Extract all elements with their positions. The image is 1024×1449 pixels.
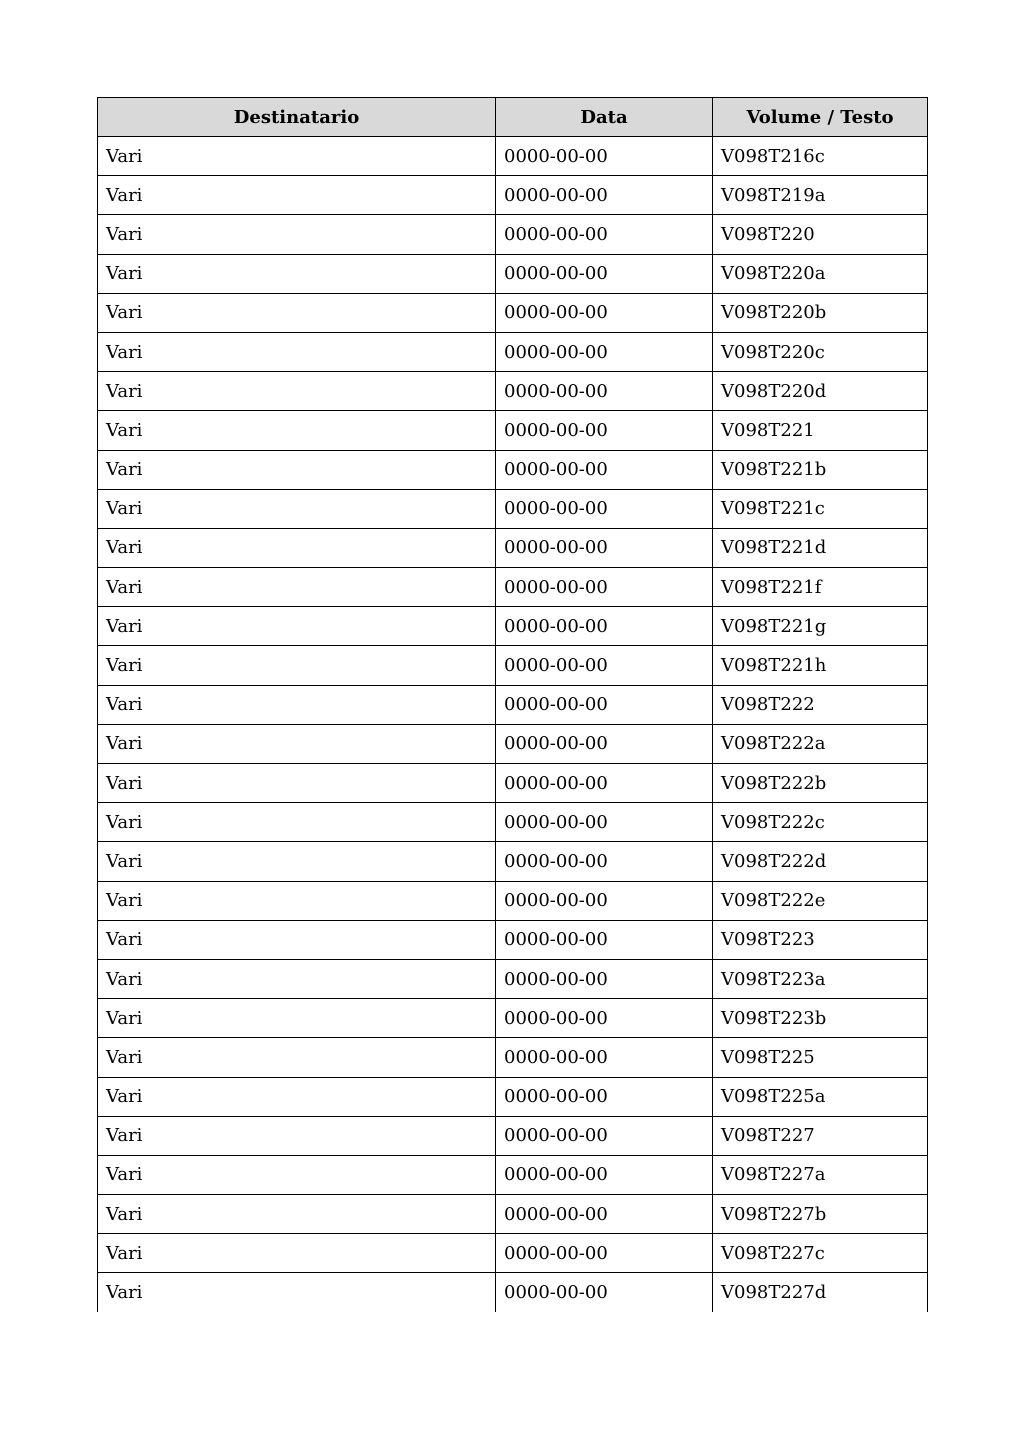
cell-volume-testo: V098T223b bbox=[713, 999, 928, 1038]
cell-data: 0000-00-00 bbox=[496, 959, 713, 998]
cell-data: 0000-00-00 bbox=[496, 450, 713, 489]
cell-volume-testo: V098T219a bbox=[713, 176, 928, 215]
table-row bbox=[98, 215, 928, 254]
cell-data: 0000-00-00 bbox=[496, 568, 713, 607]
cell-destinatario: Vari bbox=[98, 137, 496, 176]
cell-destinatario: Vari bbox=[98, 332, 496, 371]
cell-volume-testo: V098T221f bbox=[713, 568, 928, 607]
cell-destinatario: Vari bbox=[98, 450, 496, 489]
cell-volume-testo: V098T221h bbox=[713, 646, 928, 685]
cell-destinatario: Vari bbox=[98, 920, 496, 959]
cell-destinatario: Vari bbox=[98, 528, 496, 567]
table-row bbox=[98, 1195, 928, 1234]
table-row bbox=[98, 764, 928, 803]
table-row bbox=[98, 1273, 928, 1312]
cell-volume-testo: V098T227d bbox=[713, 1273, 928, 1312]
table-row bbox=[98, 254, 928, 293]
cell-destinatario: Vari bbox=[98, 724, 496, 763]
cell-destinatario: Vari bbox=[98, 568, 496, 607]
cell-volume-testo: V098T221d bbox=[713, 528, 928, 567]
cell-destinatario: Vari bbox=[98, 1273, 496, 1312]
cell-volume-testo: V098T222c bbox=[713, 803, 928, 842]
table-row bbox=[98, 685, 928, 724]
cell-destinatario: Vari bbox=[98, 1155, 496, 1194]
cell-volume-testo: V098T221c bbox=[713, 489, 928, 528]
cell-volume-testo: V098T220 bbox=[713, 215, 928, 254]
cell-destinatario: Vari bbox=[98, 881, 496, 920]
table-row bbox=[98, 411, 928, 450]
cell-data: 0000-00-00 bbox=[496, 215, 713, 254]
cell-data: 0000-00-00 bbox=[496, 685, 713, 724]
cell-data: 0000-00-00 bbox=[496, 372, 713, 411]
cell-destinatario: Vari bbox=[98, 685, 496, 724]
cell-data: 0000-00-00 bbox=[496, 842, 713, 881]
cell-data: 0000-00-00 bbox=[496, 1155, 713, 1194]
cell-destinatario: Vari bbox=[98, 372, 496, 411]
cell-destinatario: Vari bbox=[98, 1077, 496, 1116]
cell-data: 0000-00-00 bbox=[496, 881, 713, 920]
header-destinatario: Destinatario bbox=[98, 98, 496, 137]
cell-data: 0000-00-00 bbox=[496, 999, 713, 1038]
table-row bbox=[98, 176, 928, 215]
cell-volume-testo: V098T222d bbox=[713, 842, 928, 881]
table-header bbox=[98, 98, 928, 137]
cell-data: 0000-00-00 bbox=[496, 764, 713, 803]
cell-volume-testo: V098T220a bbox=[713, 254, 928, 293]
cell-data: 0000-00-00 bbox=[496, 646, 713, 685]
cell-destinatario: Vari bbox=[98, 1234, 496, 1273]
cell-volume-testo: V098T225 bbox=[713, 1038, 928, 1077]
cell-data: 0000-00-00 bbox=[496, 607, 713, 646]
cell-volume-testo: V098T227a bbox=[713, 1155, 928, 1194]
records-table bbox=[97, 97, 928, 1312]
header-row bbox=[98, 98, 928, 137]
cell-data: 0000-00-00 bbox=[496, 1234, 713, 1273]
cell-volume-testo: V098T227b bbox=[713, 1195, 928, 1234]
cell-volume-testo: V098T223a bbox=[713, 959, 928, 998]
table-body bbox=[98, 137, 928, 1313]
cell-data: 0000-00-00 bbox=[496, 489, 713, 528]
table-row bbox=[98, 137, 928, 176]
cell-data: 0000-00-00 bbox=[496, 1038, 713, 1077]
cell-data: 0000-00-00 bbox=[496, 724, 713, 763]
cell-data: 0000-00-00 bbox=[496, 1116, 713, 1155]
cell-volume-testo: V098T222 bbox=[713, 685, 928, 724]
table-row bbox=[98, 803, 928, 842]
cell-destinatario: Vari bbox=[98, 1038, 496, 1077]
table-row bbox=[98, 332, 928, 371]
table-row bbox=[98, 1155, 928, 1194]
table-row bbox=[98, 528, 928, 567]
table-row bbox=[98, 1116, 928, 1155]
cell-destinatario: Vari bbox=[98, 411, 496, 450]
cell-volume-testo: V098T221 bbox=[713, 411, 928, 450]
cell-volume-testo: V098T222a bbox=[713, 724, 928, 763]
cell-data: 0000-00-00 bbox=[496, 332, 713, 371]
table-row bbox=[98, 842, 928, 881]
cell-volume-testo: V098T225a bbox=[713, 1077, 928, 1116]
cell-volume-testo: V098T221b bbox=[713, 450, 928, 489]
cell-destinatario: Vari bbox=[98, 607, 496, 646]
cell-destinatario: Vari bbox=[98, 176, 496, 215]
cell-destinatario: Vari bbox=[98, 215, 496, 254]
cell-destinatario: Vari bbox=[98, 842, 496, 881]
cell-volume-testo: V098T216c bbox=[713, 137, 928, 176]
cell-data: 0000-00-00 bbox=[496, 528, 713, 567]
header-data: Data bbox=[496, 98, 713, 137]
table-row bbox=[98, 1077, 928, 1116]
cell-data: 0000-00-00 bbox=[496, 254, 713, 293]
cell-data: 0000-00-00 bbox=[496, 803, 713, 842]
table-row bbox=[98, 607, 928, 646]
table-row bbox=[98, 450, 928, 489]
cell-volume-testo: V098T221g bbox=[713, 607, 928, 646]
cell-volume-testo: V098T227c bbox=[713, 1234, 928, 1273]
table-row bbox=[98, 372, 928, 411]
cell-data: 0000-00-00 bbox=[496, 1077, 713, 1116]
cell-destinatario: Vari bbox=[98, 1195, 496, 1234]
cell-data: 0000-00-00 bbox=[496, 293, 713, 332]
table-row bbox=[98, 999, 928, 1038]
cell-destinatario: Vari bbox=[98, 646, 496, 685]
table-row bbox=[98, 920, 928, 959]
cell-volume-testo: V098T227 bbox=[713, 1116, 928, 1155]
table-row bbox=[98, 1038, 928, 1077]
cell-destinatario: Vari bbox=[98, 764, 496, 803]
table-row bbox=[98, 881, 928, 920]
cell-data: 0000-00-00 bbox=[496, 176, 713, 215]
cell-volume-testo: V098T222b bbox=[713, 764, 928, 803]
cell-destinatario: Vari bbox=[98, 254, 496, 293]
cell-destinatario: Vari bbox=[98, 999, 496, 1038]
cell-destinatario: Vari bbox=[98, 1116, 496, 1155]
cell-volume-testo: V098T222e bbox=[713, 881, 928, 920]
table-row bbox=[98, 959, 928, 998]
cell-destinatario: Vari bbox=[98, 803, 496, 842]
cell-volume-testo: V098T220d bbox=[713, 372, 928, 411]
cell-volume-testo: V098T220b bbox=[713, 293, 928, 332]
cell-data: 0000-00-00 bbox=[496, 1195, 713, 1234]
cell-volume-testo: V098T223 bbox=[713, 920, 928, 959]
header-volume-testo: Volume / Testo bbox=[713, 98, 928, 137]
cell-destinatario: Vari bbox=[98, 293, 496, 332]
table-row bbox=[98, 646, 928, 685]
cell-data: 0000-00-00 bbox=[496, 1273, 713, 1312]
table-row bbox=[98, 724, 928, 763]
cell-data: 0000-00-00 bbox=[496, 411, 713, 450]
cell-destinatario: Vari bbox=[98, 959, 496, 998]
cell-destinatario: Vari bbox=[98, 489, 496, 528]
table-row bbox=[98, 568, 928, 607]
cell-data: 0000-00-00 bbox=[496, 137, 713, 176]
table-row bbox=[98, 489, 928, 528]
table-row bbox=[98, 293, 928, 332]
cell-volume-testo: V098T220c bbox=[713, 332, 928, 371]
table-row bbox=[98, 1234, 928, 1273]
cell-data: 0000-00-00 bbox=[496, 920, 713, 959]
